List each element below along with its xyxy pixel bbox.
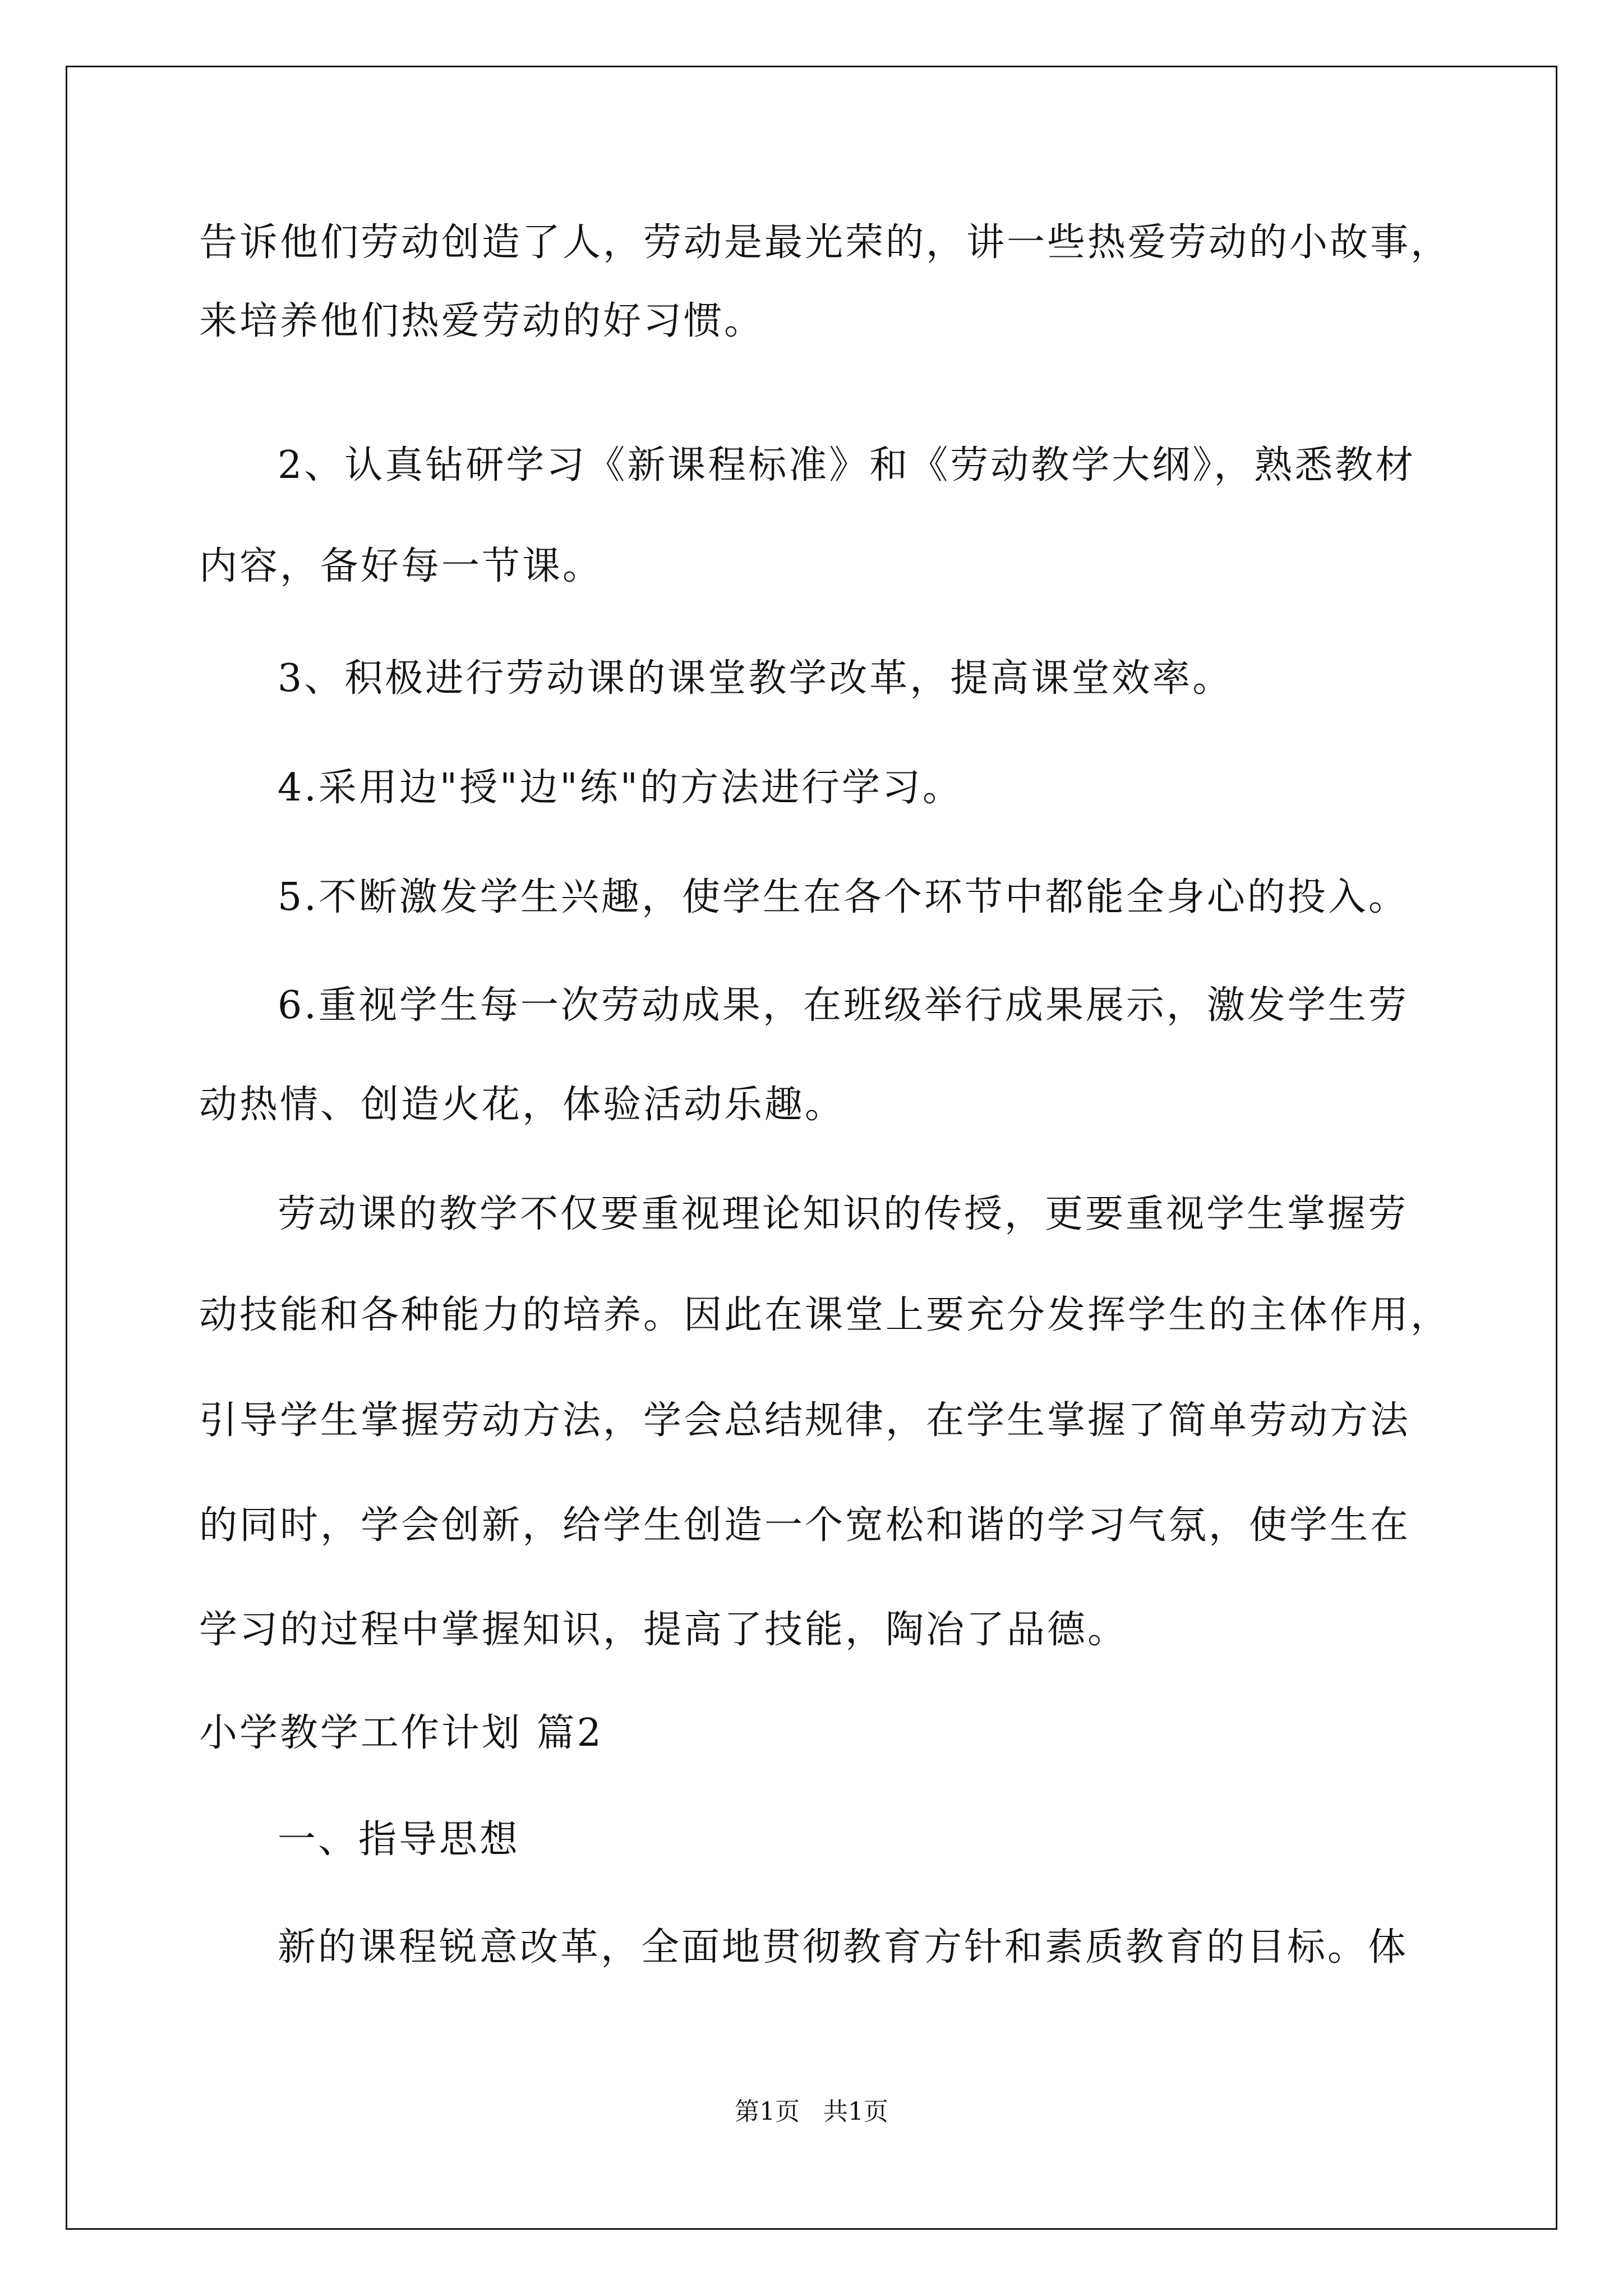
text-line: 动热情、创造火花，体验活动乐趣。 — [199, 1083, 846, 1127]
text-line: 劳动课的教学不仅要重视理论知识的传授，更要重视学生掌握劳 — [278, 1192, 1409, 1236]
text-line: 内容，备好每一节课。 — [199, 544, 603, 588]
page-footer: 第1页 共1页 — [735, 2097, 888, 2126]
text-line: 的同时，学会创新，给学生创造一个宽松和谐的学习气氛，使学生在 — [199, 1503, 1411, 1548]
text-line: 学习的过程中掌握知识，提高了技能，陶冶了品德。 — [199, 1608, 1128, 1652]
text-line: 新的课程锐意改革，全面地贯彻教育方针和素质教育的目标。体 — [278, 1925, 1409, 1970]
section-heading: 小学教学工作计划 篇2 — [199, 1711, 603, 1755]
text-line: 6.重视学生每一次劳动成果，在班级举行成果展示，激发学生劳 — [278, 983, 1409, 1028]
subsection-heading: 一、指导思想 — [278, 1818, 520, 1862]
text-line: 2、认真钻研学习《新课程标准》和《劳动教学大纲》，熟悉教材 — [278, 443, 1416, 487]
text-line: 3、积极进行劳动课的课堂教学改革，提高课堂效率。 — [278, 656, 1233, 701]
text-line: 4.采用边"授"边"练"的方法进行学习。 — [278, 766, 963, 810]
text-line: 告诉他们劳动创造了人，劳动是最光荣的，讲一些热爱劳动的小故事， — [199, 220, 1451, 265]
text-line: 来培养他们热爱劳动的好习惯。 — [199, 299, 765, 343]
text-line: 动技能和各种能力的培养。因此在课堂上要充分发挥学生的主体作用， — [199, 1293, 1451, 1337]
text-line: 5.不断激发学生兴趣，使学生在各个环节中都能全身心的投入。 — [278, 875, 1409, 919]
page-border — [66, 66, 1557, 2230]
text-line: 引导学生掌握劳动方法，学会总结规律，在学生掌握了简单劳动方法 — [199, 1398, 1411, 1443]
